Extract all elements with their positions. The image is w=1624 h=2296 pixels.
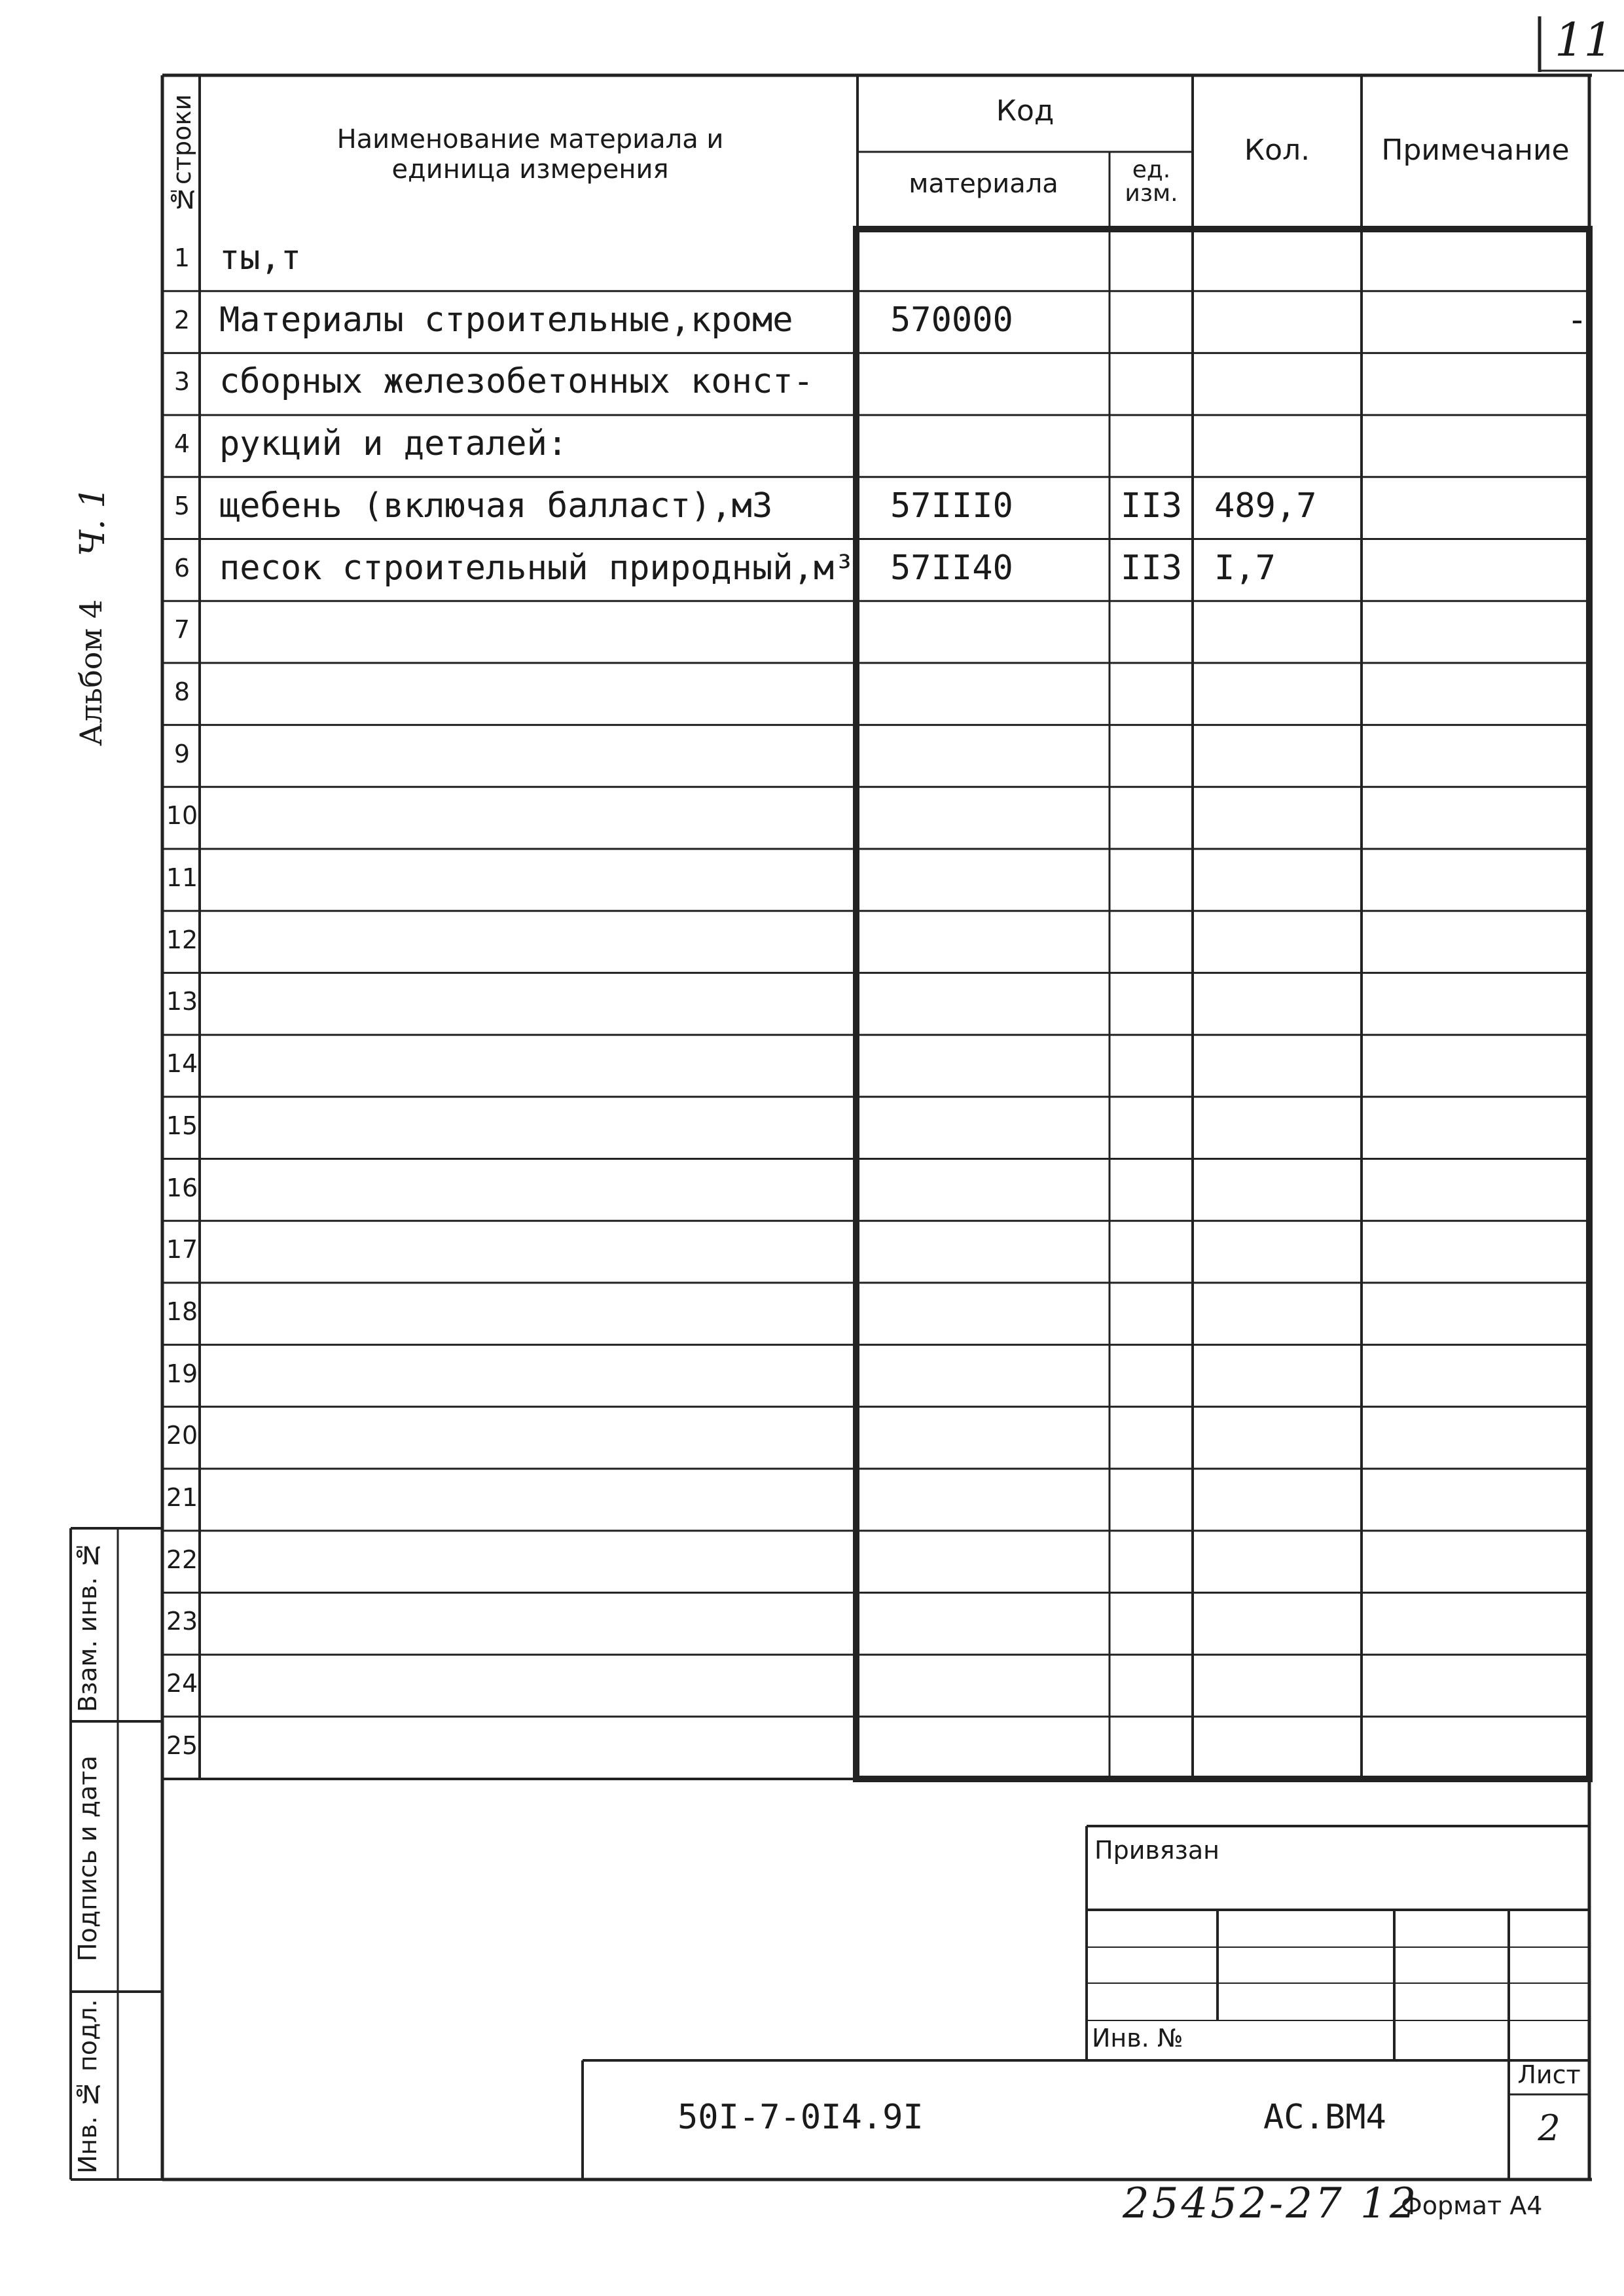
table-row bbox=[0, 1531, 1624, 1593]
row-number: 9 bbox=[173, 739, 190, 768]
header-material-name: Наименование материала и единица измерения bbox=[336, 124, 724, 185]
row-number: 6 bbox=[173, 553, 190, 583]
row-number: 15 bbox=[166, 1111, 198, 1140]
row-number: 19 bbox=[166, 1359, 198, 1388]
row-number: 1 bbox=[173, 243, 190, 272]
album-part-handwritten: Ч. 1 bbox=[73, 486, 113, 556]
material-code-cell: 57II40 bbox=[890, 548, 1013, 588]
unit-code-cell: II3 bbox=[1121, 548, 1182, 588]
row-number: 8 bbox=[173, 677, 190, 706]
row-number: 24 bbox=[166, 1669, 198, 1698]
material-name-cell: ты,т bbox=[219, 238, 302, 278]
sheet-label: Лист bbox=[1517, 2060, 1581, 2089]
table-row bbox=[0, 229, 1624, 291]
table-row bbox=[0, 725, 1624, 787]
table-row bbox=[0, 973, 1624, 1035]
order-number-handwritten: 25452-27 12 bbox=[1123, 2179, 1419, 2228]
table-row bbox=[0, 1221, 1624, 1283]
material-name-cell: щебень (включая балласт),м3 bbox=[219, 486, 773, 526]
header-code-unit: ед. изм. bbox=[1125, 156, 1178, 207]
row-number: 5 bbox=[173, 491, 190, 520]
title-privyazan: Привязан bbox=[1094, 1836, 1219, 1865]
stamp-vzam-inv: Взам. инв. № bbox=[73, 1540, 102, 1713]
table-row bbox=[0, 1283, 1624, 1345]
row-number: 21 bbox=[166, 1483, 198, 1512]
material-code-cell: 57III0 bbox=[890, 486, 1013, 526]
note-cell: - bbox=[1566, 300, 1587, 340]
row-number: 20 bbox=[166, 1421, 198, 1450]
quantity-cell: 489,7 bbox=[1214, 486, 1317, 526]
header-note: Примечание bbox=[1381, 134, 1570, 167]
row-number: 12 bbox=[166, 925, 198, 954]
table-row bbox=[0, 1655, 1624, 1717]
row-number: 13 bbox=[166, 987, 198, 1016]
table-row bbox=[0, 1097, 1624, 1159]
table-row bbox=[0, 601, 1624, 663]
format-label: Формат А4 bbox=[1401, 2191, 1543, 2220]
row-number: 11 bbox=[166, 863, 198, 892]
row-number: 18 bbox=[166, 1297, 198, 1326]
row-number: 25 bbox=[166, 1731, 198, 1760]
sheet-number: 2 bbox=[1538, 2108, 1561, 2149]
header-row-number: №строки bbox=[168, 94, 196, 214]
header-code: Код bbox=[996, 94, 1055, 128]
material-name-cell: рукций и деталей: bbox=[219, 424, 568, 464]
table-row bbox=[0, 415, 1624, 477]
stamp-podpis-data: Подпись и дата bbox=[73, 1755, 102, 1962]
page-number: 11 bbox=[1555, 13, 1614, 67]
table-row bbox=[0, 911, 1624, 973]
row-number: 23 bbox=[166, 1607, 198, 1636]
material-name-cell: сборных железобетонных конст- bbox=[219, 362, 814, 402]
table-row bbox=[0, 787, 1624, 849]
row-number: 4 bbox=[173, 429, 190, 459]
row-number: 10 bbox=[166, 801, 198, 831]
quantity-cell: I,7 bbox=[1214, 548, 1276, 588]
table-row bbox=[0, 1159, 1624, 1221]
title-inv-no: Инв. № bbox=[1092, 2024, 1183, 2053]
row-number: 2 bbox=[173, 305, 190, 334]
row-number: 16 bbox=[166, 1173, 198, 1202]
album-label: Альбом 4 bbox=[73, 599, 109, 746]
unit-code-cell: II3 bbox=[1121, 486, 1182, 526]
table-row bbox=[0, 477, 1624, 539]
material-name-cell: Материалы строительные,кроме bbox=[219, 300, 793, 340]
table-row bbox=[0, 1407, 1624, 1469]
row-number: 22 bbox=[166, 1545, 198, 1574]
table-row bbox=[0, 1592, 1624, 1655]
table-row bbox=[0, 1035, 1624, 1097]
stamp-inv-podl: Инв. № подл. bbox=[73, 1999, 102, 2174]
table-row bbox=[0, 849, 1624, 911]
row-number: 14 bbox=[166, 1049, 198, 1079]
row-number: 7 bbox=[173, 615, 190, 645]
table-row bbox=[0, 539, 1624, 601]
row-number: 3 bbox=[173, 367, 190, 397]
document-mark: АС.ВМ4 bbox=[1263, 2098, 1386, 2137]
header-quantity: Кол. bbox=[1244, 134, 1310, 167]
document-code: 50I-7-0I4.9I bbox=[677, 2098, 924, 2137]
header-code-material: материала bbox=[909, 169, 1058, 199]
table-row bbox=[0, 353, 1624, 415]
table-row bbox=[0, 291, 1624, 353]
row-number: 17 bbox=[166, 1235, 198, 1265]
material-name-cell: песок строительный природный,м³ bbox=[219, 548, 855, 588]
table-row bbox=[0, 1345, 1624, 1407]
material-code-cell: 570000 bbox=[890, 300, 1013, 340]
table-row bbox=[0, 663, 1624, 725]
table-row bbox=[0, 1469, 1624, 1531]
table-row bbox=[0, 1717, 1624, 1779]
